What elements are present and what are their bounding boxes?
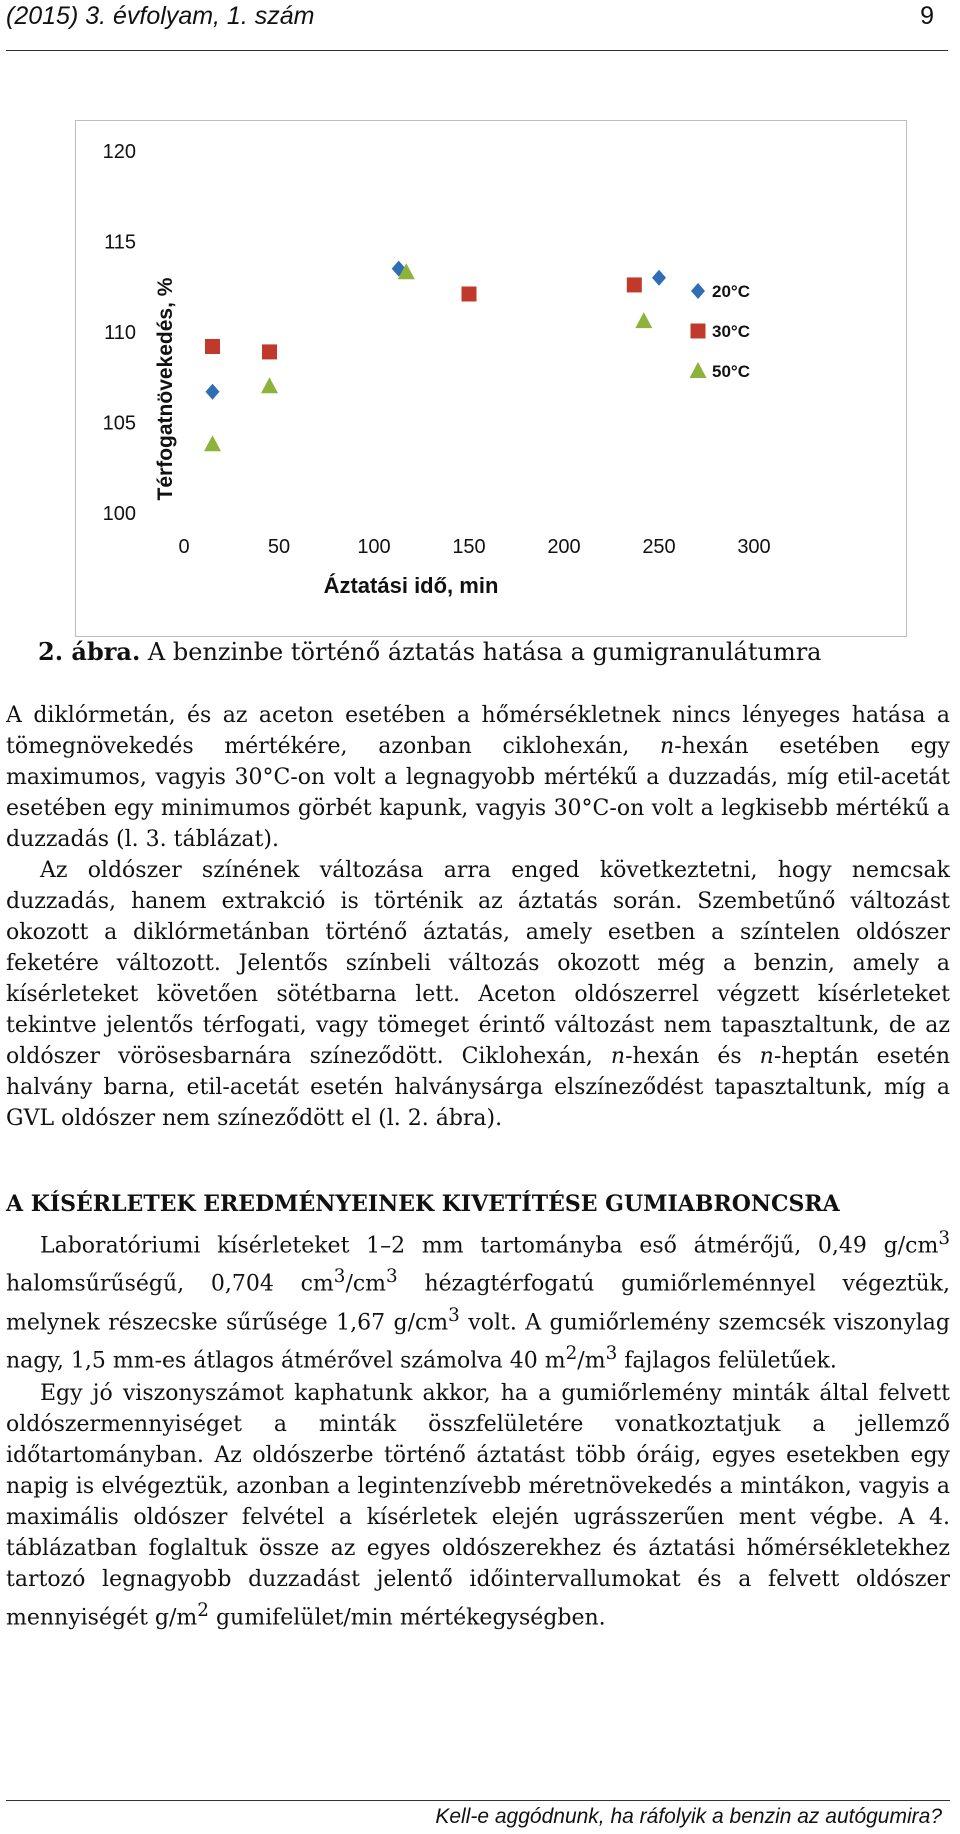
y-tick-label: 105	[102, 412, 136, 435]
x-tick-label: 300	[737, 536, 771, 558]
data-point-triangle	[204, 435, 221, 451]
y-tick-label: 110	[104, 322, 136, 344]
scatter-chart	[76, 121, 906, 636]
paragraph-4	[6, 1378, 950, 1633]
para4-sup-1: 2	[197, 1600, 209, 1621]
para1-text-a: A diklórmetán, és az aceton esetében a hőmérsékletnek nincs lényeges hatása a tömegnövekedés mértékére, azonban ciklohexán,	[6, 703, 950, 759]
y-tick-label: 100	[102, 503, 136, 525]
data-point-diamond	[206, 384, 220, 400]
legend-marker-square	[691, 324, 706, 339]
data-point-triangle	[261, 377, 278, 393]
para3-text-f: /m	[577, 1348, 606, 1374]
x-tick-label: 150	[452, 536, 486, 558]
x-tick-label: 200	[547, 536, 581, 558]
caption-text: A benzinbe történő áztatás hatása a gumigranulátumra	[140, 638, 822, 666]
paragraph-2	[6, 855, 950, 1134]
data-point-square	[462, 286, 477, 301]
legend-marker-triangle	[690, 362, 707, 378]
figure-2-chart	[75, 120, 907, 637]
legend-label: 20°C	[712, 282, 750, 301]
para3-text-a: Laboratóriumi kísérleteket 1–2 mm tartományba eső átmérőjű, 0,49 g/cm	[40, 1233, 939, 1259]
y-axis-label: Térfogatnövekedés, %	[154, 277, 177, 501]
data-point-square	[627, 277, 642, 292]
para3-sup-4: 3	[448, 1304, 460, 1326]
caption-label: 2. ábra.	[38, 637, 141, 666]
page-number: 9	[920, 2, 934, 30]
legend-label: 30°C	[712, 322, 750, 341]
data-point-triangle	[635, 312, 652, 328]
data-point-square	[262, 344, 277, 359]
para3-sup-3: 3	[386, 1266, 398, 1288]
para4-text-b: gumifelület/min mértékegységben.	[208, 1605, 606, 1631]
figure-caption	[38, 638, 938, 666]
para2-text-c: -heptán esetén halvány barna, etil-acetát esetén halványsárga elszíneződést tapasztaltunk, míg a GVL oldószer nem színeződött el (l. 2. ábra).	[6, 1044, 950, 1131]
x-tick-label: 0	[178, 536, 190, 558]
x-tick-label: 50	[267, 536, 291, 558]
para3-sup-5: 2	[565, 1342, 578, 1364]
para3-sup-6: 3	[605, 1342, 618, 1364]
para3-text-d: hézagtérfogatú gumiőrleménnyel végeztük, melynek részecske sűrűsége 1,67 g/cm	[6, 1271, 951, 1335]
y-tick-label: 120	[102, 141, 136, 163]
data-point-diamond	[652, 270, 666, 286]
page-header	[6, 0, 948, 51]
para3-text-g: fajlagos felületűek.	[617, 1348, 837, 1374]
x-tick-label: 100	[357, 536, 391, 558]
legend-marker-diamond	[691, 283, 705, 299]
footer-title: Kell-e aggódnunk, ha ráfolyik a benzin az autógumira?	[435, 1805, 942, 1828]
legend-label: 50°C	[712, 362, 750, 381]
para3-text-b: halomsűrűségű, 0,704 cm	[6, 1271, 334, 1297]
journal-issue: (2015) 3. évfolyam, 1. szám	[6, 2, 315, 30]
data-point-square	[205, 339, 220, 354]
para3-text-c: /cm	[345, 1271, 387, 1297]
para1-italic-n: n	[660, 734, 675, 759]
para2-italic-n2: n	[759, 1044, 774, 1069]
paragraph-3	[6, 1223, 950, 1376]
para1-text-c: -hexán esetében egy maximumos, vagyis 30°C-on volt a legnagyobb mértékű a duzzadás, míg etil-acetát esetében egy minimumos görbét kapunk, vagyis 30°C-on volt a legkisebb mértékű a duzzadás (l. 3. táblázat).	[6, 734, 950, 852]
para2-italic-n1: n	[610, 1044, 626, 1069]
x-axis-label: Áztatási idő, min	[323, 573, 499, 598]
para2-text-b: -hexán és	[625, 1044, 760, 1069]
x-tick-label: 250	[642, 536, 676, 558]
para2-text-a: Az oldószer színének változása arra enged következtetni, hogy nemcsak duzzadás, hanem extrakció is történik az áztatás során. Szembetűnő változást okozott a diklórmetánban történő áztatás, amely esetben a színtelen oldószer feketére változott. Jelentős színbeli változás okozott még a benzin, amely a kísérleteket követően sötétbarna lett. Aceton oldószerrel végzett kísérleteket tekintve jelentős térfogati, vagy tömeget érintő változást nem tapasztaltunk, de az oldószer vörösesbarnára színeződött. Ciklohexán,	[6, 858, 950, 1069]
para3-text-e: volt. A gumiőrlemény szemcsék viszonylag nagy, 1,5 mm-es átlagos átmérővel számolva 40 m	[6, 1309, 950, 1374]
page-footer	[6, 1800, 950, 1834]
para3-sup-1: 3	[938, 1228, 950, 1249]
para4-text-a: Egy jó viszonyszámot kaphatunk akkor, ha a gumiőrlemény minták által felvett oldószermennyiséget a minták összfelületére vonatkoztatjuk a jellemző időtartományban. Az oldószerbe történő áztatást több óráig, egyes esetekben egy napig is elvégeztük, azonban a legintenzívebb méretnövekedés a mintákon, vagyis a maximális oldószer felvétel a kísérletek elején ugrásszerűen ment végbe. A 4. táblázatban foglaltuk össze az egyes oldószerekhez és áztatási hőmérsékletekhez tartozó legnagyobb duzzadást jelentő időintervallumokat és a felvett oldószer mennyiségét g/m	[6, 1381, 950, 1631]
section-title: A KÍSÉRLETEK EREDMÉNYEINEK KIVETÍTÉSE GUMIABRONCSRA	[6, 1191, 840, 1217]
y-tick-label: 115	[104, 231, 136, 254]
paragraph-1	[6, 700, 950, 855]
para3-sup-2: 3	[333, 1266, 346, 1288]
